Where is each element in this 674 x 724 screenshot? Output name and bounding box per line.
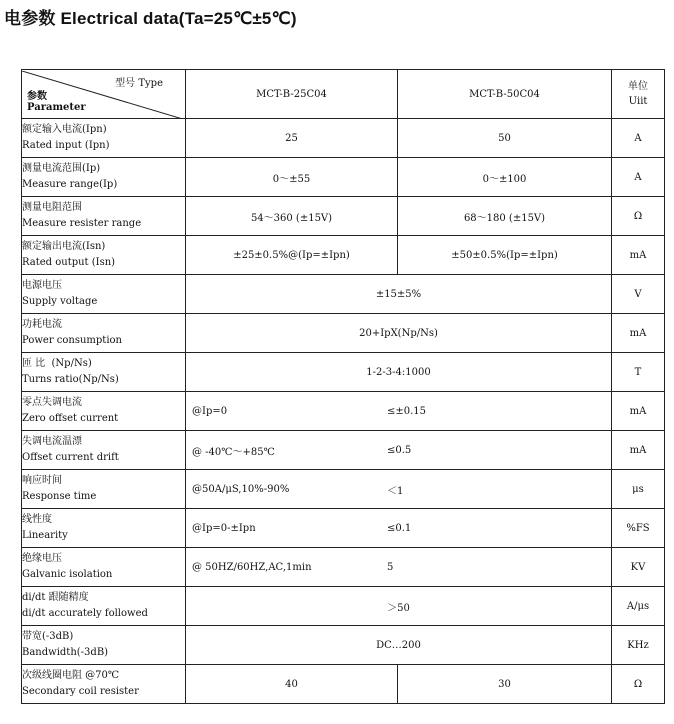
param-zh: 带宽(-3dB) [22, 631, 74, 642]
value-a-cell: 54～360 (±15V) [186, 197, 398, 236]
unit-cell: KHz [612, 626, 665, 665]
table-row [22, 392, 665, 431]
param-en: Turns ratio(Np/Ns) [22, 374, 119, 385]
param-en: Power consumption [22, 335, 122, 346]
unit-cell: μs [612, 470, 665, 509]
table-row [22, 626, 665, 665]
model-b-header: MCT-B-50C04 [398, 70, 612, 119]
value-text: ≤±0.15 [387, 405, 427, 417]
param-en: Response time [22, 491, 97, 502]
param-cell [22, 470, 186, 509]
table-row [22, 275, 665, 314]
value-text: ≤0.5 [387, 444, 412, 456]
param-cell [22, 197, 186, 236]
unit-cell: Ω [612, 197, 665, 236]
value-b-cell: ±50±0.5%(Ip=±Ipn) [398, 236, 612, 275]
param-zh: di/dt 跟随精度 [22, 592, 89, 603]
unit-cell: A/μs [612, 587, 665, 626]
param-zh: 功耗电流 [22, 319, 62, 330]
unit-header-zh: 单位 [628, 81, 648, 92]
table-row [22, 548, 665, 587]
value-cell: DC…200 [186, 626, 612, 665]
value-cell: ＞50 [186, 587, 612, 626]
condition-text: @ -40℃～+85℃ [192, 446, 275, 458]
param-en: Rated input (Ipn) [22, 140, 110, 151]
param-en: Supply voltage [22, 296, 98, 307]
model-a-header: MCT-B-25C04 [186, 70, 398, 119]
value-cell [186, 509, 612, 548]
table-row [22, 587, 665, 626]
param-cell [22, 236, 186, 275]
value-a-cell: 25 [186, 119, 398, 158]
param-en: Zero offset current [22, 413, 119, 424]
table-row [22, 158, 665, 197]
condition-text: @50A/μS,10%-90% [192, 483, 290, 495]
unit-cell: mA [612, 236, 665, 275]
value-text: ＜1 [387, 485, 404, 497]
table-row [22, 431, 665, 470]
table-row [22, 197, 665, 236]
param-en: Rated output (Isn) [22, 257, 116, 268]
header-param-cell [22, 70, 186, 119]
param-cell [22, 275, 186, 314]
table-row [22, 665, 665, 704]
parameter-label-en: Parameter [27, 101, 86, 113]
table-row [22, 509, 665, 548]
value-cell [186, 431, 612, 470]
value-cell: ±15±5% [186, 275, 612, 314]
table-row [22, 236, 665, 275]
param-en: Secondary coil resister [22, 686, 139, 697]
param-zh: 零点失调电流 [22, 397, 82, 408]
param-en: Measure resister range [22, 218, 142, 229]
value-a-cell: 40 [186, 665, 398, 704]
value-b-cell: 50 [398, 119, 612, 158]
param-en: Linearity [22, 530, 68, 541]
param-zh: 测量电阻范围 [22, 202, 82, 213]
param-en: Offset current drift [22, 452, 119, 463]
param-cell [22, 353, 186, 392]
param-cell [22, 431, 186, 470]
param-cell [22, 665, 186, 704]
parameter-label-zh: 参数 [27, 90, 47, 102]
param-cell [22, 119, 186, 158]
value-b-cell: 68～180 (±15V) [398, 197, 612, 236]
diagonal-header [22, 71, 185, 118]
value-a-cell: ±25±0.5%@(Ip=±Ipn) [186, 236, 398, 275]
condition-text: @ 50HZ/60HZ,AC,1min [192, 561, 312, 573]
table-row [22, 314, 665, 353]
param-cell [22, 626, 186, 665]
value-text: 5 [387, 561, 394, 573]
page-title: 电参数 Electrical data(Ta=25℃±5℃) [4, 9, 297, 28]
param-cell [22, 392, 186, 431]
table-row [22, 470, 665, 509]
unit-header-en: Uiit [628, 96, 648, 107]
param-zh: 测量电流范围(Ip) [22, 163, 101, 174]
value-cell [186, 470, 612, 509]
condition-text: @Ip=0-±Ipn [192, 522, 256, 534]
unit-cell: T [612, 353, 665, 392]
param-zh: 额定输出电流(Isn) [22, 241, 106, 252]
value-b-cell: 0～±100 [398, 158, 612, 197]
value-cell: 20+IpX(Np/Ns) [186, 314, 612, 353]
param-zh: 匝 比 (Np/Ns) [22, 358, 92, 369]
param-en: di/dt accurately followed [22, 608, 148, 619]
param-zh: 线性度 [22, 514, 52, 525]
unit-cell: mA [612, 314, 665, 353]
unit-cell: mA [612, 392, 665, 431]
type-label: 型号 Type [115, 77, 163, 89]
value-cell [186, 392, 612, 431]
param-zh: 额定输入电流(Ipn) [22, 124, 107, 135]
param-cell [22, 548, 186, 587]
param-zh: 绝缘电压 [22, 553, 62, 564]
value-b-cell: 30 [398, 665, 612, 704]
param-cell [22, 314, 186, 353]
param-cell [22, 587, 186, 626]
unit-cell: Ω [612, 665, 665, 704]
unit-header [612, 70, 665, 119]
param-cell [22, 158, 186, 197]
param-en: Galvanic isolation [22, 569, 113, 580]
unit-cell: %FS [612, 509, 665, 548]
electrical-data-table [21, 69, 665, 704]
unit-cell: mA [612, 431, 665, 470]
unit-cell: KV [612, 548, 665, 587]
value-cell: 1-2-3-4:1000 [186, 353, 612, 392]
value-a-cell: 0～±55 [186, 158, 398, 197]
param-cell [22, 509, 186, 548]
table-row [22, 353, 665, 392]
table-row [22, 119, 665, 158]
table-header-row [22, 70, 665, 119]
param-zh: 响应时间 [22, 475, 62, 486]
param-zh: 失调电流温漂 [22, 436, 82, 447]
unit-cell: A [612, 119, 665, 158]
value-cell [186, 548, 612, 587]
param-en: Bandwidth(-3dB) [22, 647, 109, 658]
param-en: Measure range(Ip) [22, 179, 118, 190]
param-zh: 电源电压 [22, 280, 62, 291]
unit-cell: V [612, 275, 665, 314]
unit-cell: A [612, 158, 665, 197]
condition-text: @Ip=0 [192, 405, 228, 417]
value-text: ≤0.1 [387, 522, 412, 534]
param-zh: 次级线圈电阻 @70℃ [22, 670, 120, 681]
